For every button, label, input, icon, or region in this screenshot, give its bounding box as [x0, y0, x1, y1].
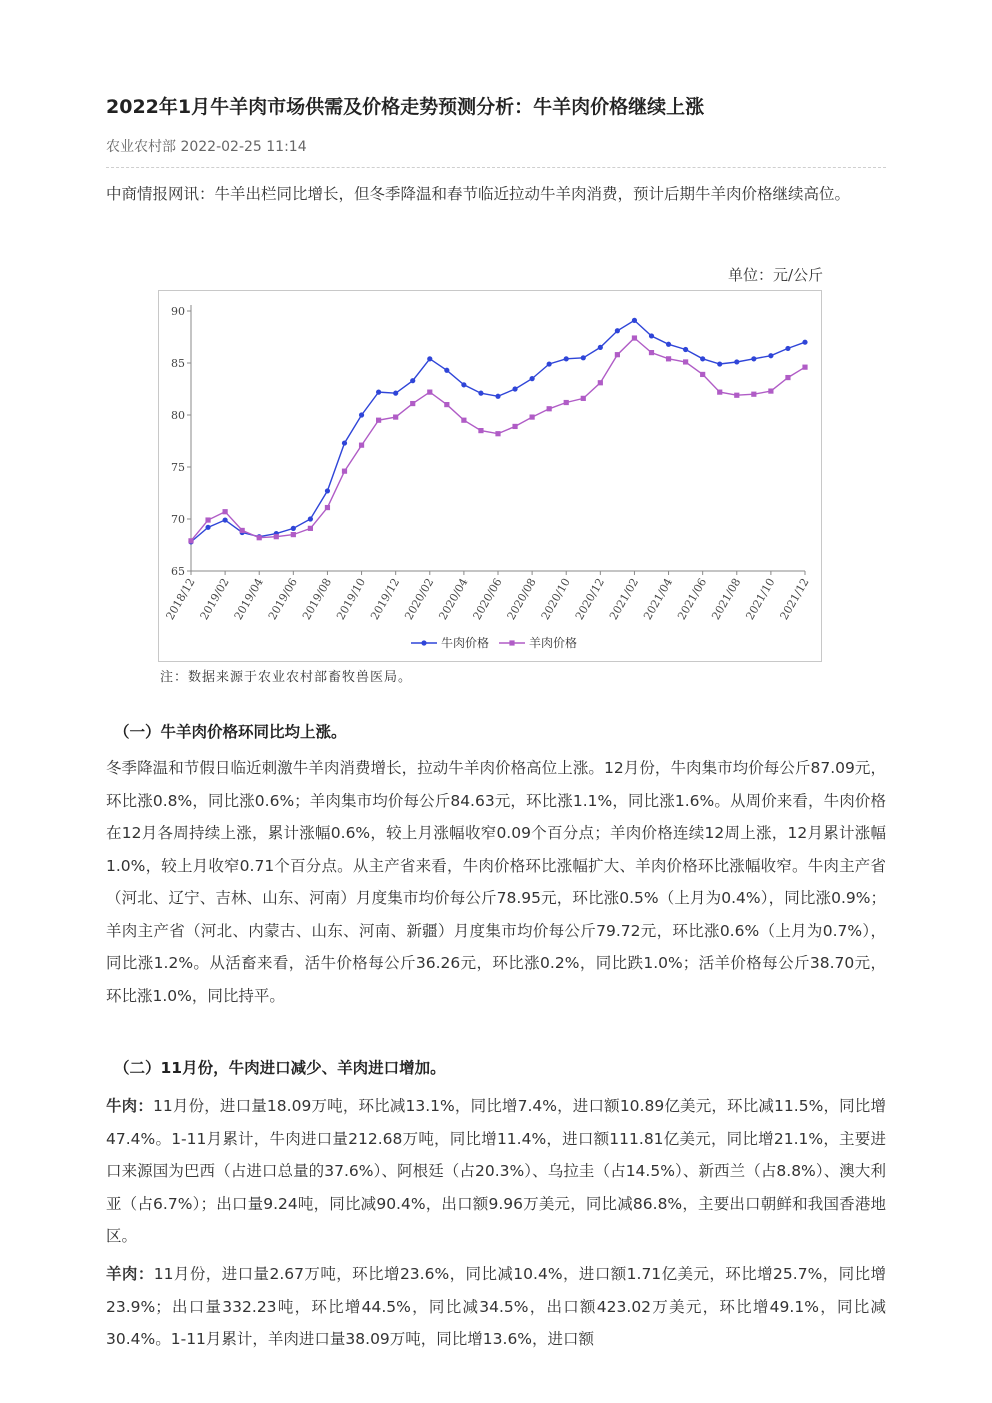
x-tick-label: 2021/06 [675, 576, 710, 623]
y-tick-label: 90 [171, 305, 185, 318]
series-point-1 [700, 356, 705, 361]
series-point-2 [240, 528, 245, 533]
mutton-text: 11月份，进口量2.67万吨，环比增23.6%，同比减10.4%，进口额1.71亿美元，环比增25.7%，同比增23.9%；出口量332.23吨，环比增44.5%，同比减34.5%，出口额423.02万美元，环比增49.1%，同比减30.4%。1-11月累计，羊肉进口量38.09万吨，同比增13.6%，进口额 [106, 1265, 886, 1348]
x-tick-label: 2021/12 [777, 576, 812, 623]
x-tick-label: 2020/12 [572, 576, 607, 623]
series-point-2 [188, 538, 193, 543]
series-point-2 [461, 418, 466, 423]
legend-label-2: 羊肉价格 [529, 636, 578, 650]
y-tick-label: 65 [171, 565, 185, 578]
legend-label-1: 牛肉价格 [441, 636, 490, 650]
series-point-1 [768, 353, 773, 358]
series-point-1 [308, 516, 313, 521]
series-point-2 [700, 372, 705, 377]
series-point-2 [223, 509, 228, 514]
x-tick-label: 2019/06 [265, 576, 300, 623]
series-point-2 [274, 534, 279, 539]
x-tick-label: 2019/12 [368, 576, 403, 623]
series-point-1 [581, 355, 586, 360]
series-point-1 [598, 345, 603, 350]
series-point-1 [427, 356, 432, 361]
x-tick-label: 2020/06 [470, 576, 505, 623]
series-point-2 [478, 428, 483, 433]
series-point-2 [376, 418, 381, 423]
series-point-2 [205, 517, 210, 522]
series-point-2 [564, 400, 569, 405]
series-point-2 [649, 350, 654, 355]
series-point-2 [598, 380, 603, 385]
series-point-2 [444, 402, 449, 407]
series-point-1 [683, 347, 688, 352]
x-tick-label: 2021/04 [641, 576, 676, 623]
series-point-2 [581, 396, 586, 401]
x-tick-label: 2021/02 [606, 576, 642, 623]
series-point-2 [734, 393, 739, 398]
x-tick-label: 2019/08 [299, 576, 335, 623]
series-point-1 [376, 390, 381, 395]
beef-label: 牛肉： [106, 1097, 154, 1115]
series-point-1 [802, 340, 807, 345]
series-point-2 [666, 356, 671, 361]
series-point-2 [802, 365, 807, 370]
y-tick-label: 85 [171, 357, 185, 370]
x-tick-label: 2019/10 [334, 576, 369, 623]
x-tick-label: 2020/10 [538, 576, 573, 623]
article-source: 农业农村部 2022-02-25 11:14 [106, 139, 307, 155]
series-point-2 [683, 359, 688, 364]
series-point-2 [325, 505, 330, 510]
x-tick-label: 2019/04 [231, 576, 266, 623]
x-tick-label: 2020/08 [504, 576, 539, 623]
mutton-label: 羊肉： [106, 1265, 154, 1283]
series-point-1 [444, 368, 449, 373]
series-point-1 [342, 440, 347, 445]
series-point-2 [291, 532, 296, 537]
series-point-2 [512, 424, 517, 429]
series-point-1 [223, 517, 228, 522]
section2-heading: （二）11月份，牛肉进口减少、羊肉进口增加。 [114, 1059, 446, 1077]
series-point-1 [393, 391, 398, 396]
chart-note: 注：数据来源于农业农村部畜牧兽医局。 [160, 670, 413, 685]
series-point-2 [257, 535, 262, 540]
series-point-1 [410, 378, 415, 383]
x-tick-label: 2020/04 [436, 576, 471, 623]
series-point-1 [325, 488, 330, 493]
article-title: 2022年1月牛羊肉市场供需及价格走势预测分析：牛羊肉价格继续上涨 [106, 96, 705, 118]
series-point-1 [530, 376, 535, 381]
series-point-1 [785, 346, 790, 351]
price-chart [158, 290, 822, 662]
mutton-paragraph [106, 1258, 886, 1356]
beef-paragraph [106, 1090, 886, 1253]
series-point-2 [393, 414, 398, 419]
series-point-1 [751, 356, 756, 361]
series-point-1 [632, 318, 637, 323]
series-point-2 [717, 390, 722, 395]
series-point-1 [717, 361, 722, 366]
series-point-1 [512, 386, 517, 391]
x-tick-label: 2021/08 [709, 576, 744, 623]
series-point-1 [547, 361, 552, 366]
series-point-1 [666, 342, 671, 347]
series-point-1 [564, 356, 569, 361]
series-point-2 [768, 388, 773, 393]
series-point-2 [427, 390, 432, 395]
price-chart-svg [159, 291, 821, 661]
series-point-2 [530, 414, 535, 419]
series-point-2 [410, 401, 415, 406]
unit-label: 单位：元/公斤 [728, 266, 824, 284]
series-point-1 [205, 525, 210, 530]
series-point-1 [461, 382, 466, 387]
section1-paragraph: 冬季降温和节假日临近刺激牛羊肉消费增长，拉动牛羊肉价格高位上涨。12月份，牛肉集市均价每公斤87.09元，环比涨0.8%，同比涨0.6%；羊肉集市均价每公斤84.63元，环比涨1.1%，同比涨1.6%。从周价来看，牛肉价格在12月各周持续上涨，累计涨幅0.6%，较上月涨幅收窄0.09个百分点；羊肉价格连续12周上涨，12月累计涨幅1.0%，较上月收窄0.71个百分点。从主产省来看，牛肉价格环比涨幅扩大、羊肉价格环比涨幅收窄。牛肉主产省（河北、辽宁、吉林、山东、河南）月度集市均价每公斤78.95元，环比涨0.5%（上月为0.4%），同比涨0.9%；羊肉主产省（河北、内蒙古、山东、河南、新疆）月度集市均价每公斤79.72元，环比涨0.6%（上月为0.7%），同比涨1.2%。从活畜来看，活牛价格每公斤36.26元，环比涨0.2%，同比跌1.0%；活羊价格每公斤38.70元，环比涨1.0%，同比持平。 [106, 759, 886, 1005]
y-tick-label: 80 [171, 409, 185, 422]
x-tick-label: 2019/02 [197, 576, 232, 623]
x-tick-label: 2021/10 [743, 576, 778, 623]
y-tick-label: 75 [171, 461, 185, 474]
series-point-1 [478, 391, 483, 396]
series-point-2 [342, 469, 347, 474]
series-point-2 [751, 392, 756, 397]
series-point-1 [615, 328, 620, 333]
y-tick-label: 70 [171, 513, 185, 526]
lead-paragraph: 中商情报网讯：牛羊出栏同比增长，但冬季降温和春节临近拉动牛羊肉消费，预计后期牛羊肉价格继续高位。 [106, 185, 851, 203]
series-point-2 [359, 443, 364, 448]
series-point-2 [632, 335, 637, 340]
series-point-2 [308, 526, 313, 531]
x-tick-label: 2018/12 [163, 576, 198, 623]
series-point-2 [785, 375, 790, 380]
series-point-1 [649, 333, 654, 338]
series-point-1 [291, 526, 296, 531]
series-point-2 [615, 352, 620, 357]
divider [106, 167, 886, 168]
series-point-1 [495, 394, 500, 399]
section1-heading: （一）牛羊肉价格环同比均上涨。 [114, 723, 347, 741]
series-line-2 [191, 338, 805, 541]
series-point-1 [734, 359, 739, 364]
beef-text: 11月份，进口量18.09万吨，环比减13.1%，同比增7.4%，进口额10.89亿美元，环比减11.5%，同比增47.4%。1-11月累计，牛肉进口量212.68万吨，同比增11.4%，进口额111.81亿美元，同比增21.1%，主要进口来源国为巴西（占进口总量的37.6%）、阿根廷（占20.3%）、乌拉圭（占14.5%）、新西兰（占8.8%）、澳大利亚（占6.7%）；出口量9.24吨，同比减90.4%，出口额9.96万美元，同比减86.8%，主要出口朝鲜和我国香港地区。 [106, 1097, 886, 1245]
series-point-2 [495, 431, 500, 436]
legend-marker-1 [421, 640, 426, 645]
legend-marker-2 [509, 640, 514, 645]
series-point-2 [547, 406, 552, 411]
series-point-1 [359, 412, 364, 417]
x-tick-label: 2020/02 [402, 576, 437, 623]
